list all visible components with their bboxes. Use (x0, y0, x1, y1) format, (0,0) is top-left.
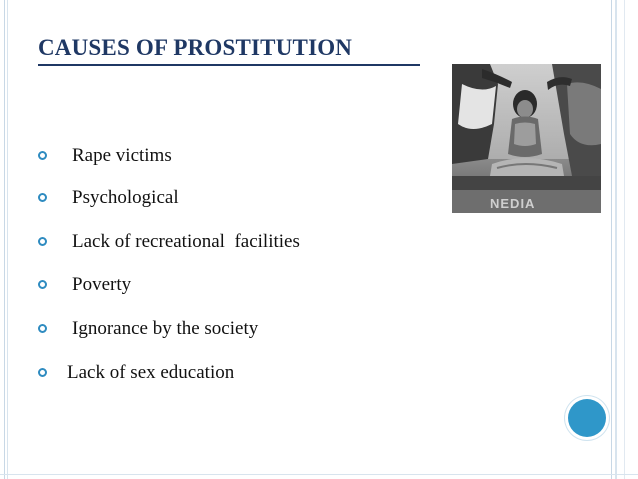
list-item (38, 231, 438, 253)
list-item (38, 318, 438, 340)
bullet-text: Poverty (72, 274, 132, 295)
list-item (38, 362, 438, 384)
bullet-text: Lack of sex education (67, 362, 235, 383)
bullet-text: Lack of recreational facilities (72, 231, 300, 252)
right-border-line-inner (615, 0, 617, 479)
ring-bullet-icon (38, 324, 47, 333)
photo-child-sitting (452, 64, 601, 213)
slide-title: CAUSES OF PROSTITUTION (38, 35, 353, 60)
bullet-text: Rape victims (72, 145, 172, 166)
right-border-line-outer (624, 0, 625, 479)
bullet-text: Ignorance by the society (72, 318, 259, 339)
bottom-border-line (0, 474, 638, 475)
ring-bullet-icon (38, 280, 47, 289)
ring-bullet-icon (38, 237, 47, 246)
list-item (38, 187, 438, 209)
ring-bullet-icon (38, 368, 47, 377)
list-item (38, 145, 438, 167)
circle-decoration-icon (568, 399, 606, 437)
photo-mattress-text: NEDIA (490, 196, 536, 211)
ring-bullet-icon (38, 193, 47, 202)
list-item (38, 274, 438, 296)
ring-bullet-icon (38, 151, 47, 160)
right-border-line (611, 0, 612, 479)
bullet-text: Psychological (72, 187, 179, 208)
